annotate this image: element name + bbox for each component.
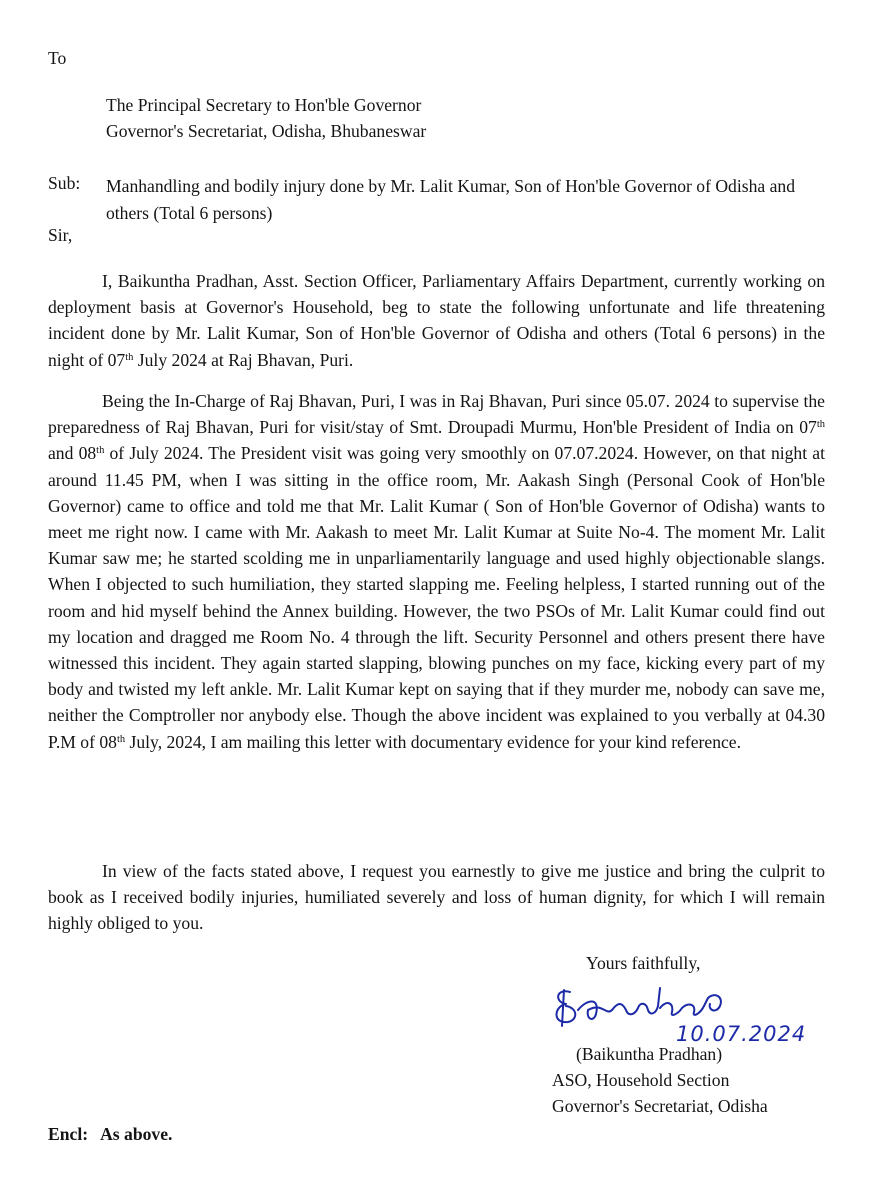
- recipient-address: [106, 92, 426, 144]
- designation-line2: Governor's Secretariat, Odisha: [552, 1096, 768, 1116]
- enclosure-label: Encl:: [48, 1124, 89, 1144]
- signature-initial-stroke: [557, 990, 576, 1026]
- recipient-line2: Governor's Secretariat, Odisha, Bhubaneswar: [106, 121, 427, 141]
- paragraph-1-text-a: I, Baikuntha Pradhan, Asst. Section Officer, Parliamentary Affairs Department, currently working on deployment basis at Governor's Household, beg to state the following unfortunate and life threatening incident done by Mr. Lalit Kumar, Son of Hon'ble Governor of Odisha and others (Total 6 persons) in the night of 07: [48, 271, 825, 370]
- to-label: To: [48, 48, 67, 68]
- handwritten-signature: [548, 980, 868, 1046]
- signature-date: 10.07.2024: [676, 1022, 807, 1046]
- paragraph-2-text-c: of July 2024. The President visit was going very smoothly on 07.07.2024. However, on that night at around 11.45 PM, when I was sitting in the office room, Mr. Aakash Singh (Personal Cook of Hon'ble Governor) came to office and told me that Mr. Lalit Kumar ( Son of Hon'ble Governor of Odisha) wants to meet me right now. I came with Mr. Aakash to meet Mr. Lalit Kumar at Suite No-4. The moment Mr. Lalit Kumar saw me; he started scolding me in unparliamentarily language and used highly objectionable slangs. When I objected to such humiliation, they started slapping me. Feeling helpless, I started running out of the room and hid myself behind the Annex building. However, the two PSOs of Mr. Lalit Kumar could find out my location and dragged me Room No. 4 through the lift. Security Personnel and others present there have witnessed this incident. They again started slapping, blowing punches on my face, kicking every part of my body and twisted my left ankle. Mr. Lalit Kumar kept on saying that if they murder me, nobody can save me, neither the Comptroller nor anybody else. Though the above incident was explained to you verbally at 04.30 P.M of 08: [48, 443, 825, 752]
- paragraph-2: [48, 388, 825, 755]
- signatory-name: (Baikuntha Pradhan): [576, 1044, 723, 1064]
- paragraph-2-text-d: July, 2024, I am mailing this letter with documentary evidence for your kind reference.: [125, 731, 742, 752]
- paragraph-1: [48, 268, 825, 373]
- enclosure-text: As above.: [100, 1124, 173, 1144]
- paragraph-1-text-b: July 2024 at Raj Bhavan, Puri.: [133, 349, 354, 370]
- closing-text: Yours faithfully,: [586, 953, 701, 973]
- ordinal-sup: th: [125, 351, 134, 363]
- paragraph-2-text-a: Being the In-Charge of Raj Bhavan, Puri, I was in Raj Bhavan, Puri since 05.07. 2024 to supervise the preparedness of Raj Bhavan, Puri for visit/stay of Smt. Droupadi Murmu, Hon'ble President of India on 07: [48, 391, 825, 438]
- enclosure-line: [48, 1124, 172, 1145]
- signatory-designation: [552, 1067, 768, 1119]
- subject-label: Sub:: [48, 173, 81, 193]
- ordinal-sup: th: [116, 733, 126, 745]
- salutation: Sir,: [48, 225, 73, 245]
- ordinal-sup: th: [816, 419, 825, 431]
- recipient-line1: The Principal Secretary to Hon'ble Governor: [106, 95, 422, 115]
- ordinal-sup: th: [96, 445, 105, 457]
- paragraph-2-text-b: and 08: [48, 443, 97, 464]
- signature-name-stroke: [578, 988, 721, 1019]
- paragraph-3: In view of the facts stated above, I request you earnestly to give me justice and bring the culprit to book as I received bodily injuries, humiliated severely and loss of human dignity, for which I will remain highly obliged to you.: [48, 861, 825, 934]
- subject-text: Manhandling and bodily injury done by Mr. Lalit Kumar, Son of Hon'ble Governor of Odisha and others (Total 6 persons): [106, 176, 795, 223]
- designation-line1: ASO, Household Section: [552, 1070, 730, 1090]
